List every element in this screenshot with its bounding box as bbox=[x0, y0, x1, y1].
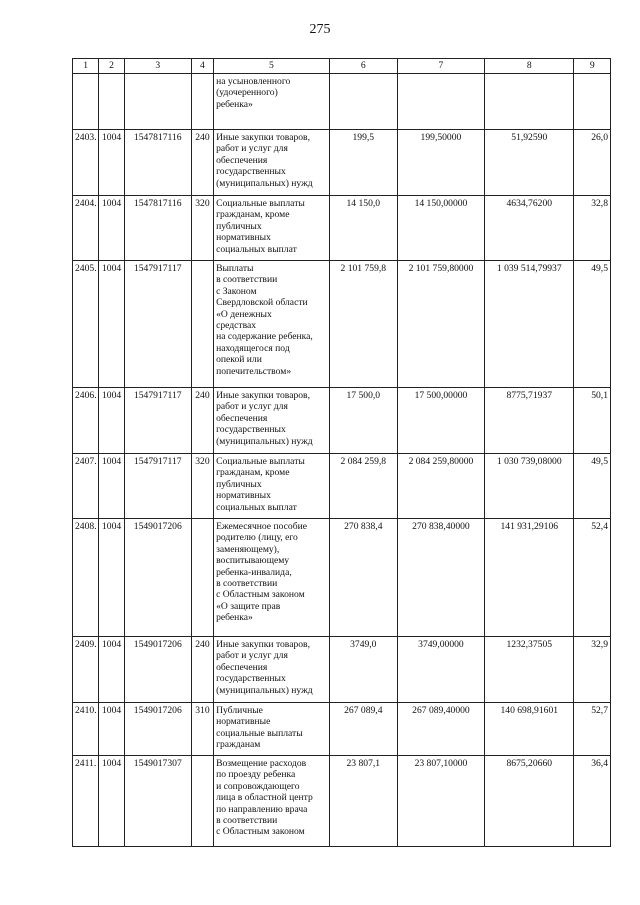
plan-amount: 199,5 bbox=[329, 130, 397, 196]
expense-type-code bbox=[191, 74, 213, 130]
executed-amount: 8775,71937 bbox=[485, 388, 574, 454]
column-header: 6 bbox=[329, 59, 397, 74]
approved-amount bbox=[397, 74, 484, 130]
row-number: 2403. bbox=[73, 130, 99, 196]
execution-percent: 49,5 bbox=[574, 454, 611, 519]
table-row bbox=[73, 454, 611, 519]
expense-name: Публичные нормативные социальные выплаты гражданам bbox=[214, 703, 330, 756]
plan-amount: 270 838,4 bbox=[329, 519, 397, 637]
table-row bbox=[73, 261, 611, 388]
column-header: 7 bbox=[397, 59, 484, 74]
target-article-code: 1547817116 bbox=[124, 196, 191, 261]
section-code: 1004 bbox=[99, 519, 124, 637]
expense-type-code bbox=[191, 756, 213, 847]
approved-amount: 2 101 759,80000 bbox=[397, 261, 484, 388]
execution-percent: 32,9 bbox=[574, 637, 611, 703]
section-code: 1004 bbox=[99, 196, 124, 261]
executed-amount: 51,92590 bbox=[485, 130, 574, 196]
row-number: 2410. bbox=[73, 703, 99, 756]
row-number: 2411. bbox=[73, 756, 99, 847]
plan-amount: 23 807,1 bbox=[329, 756, 397, 847]
expense-type-code bbox=[191, 519, 213, 637]
target-article-code: 1549017206 bbox=[124, 519, 191, 637]
expense-name: Иные закупки товаров, работ и услуг для обеспечения государственных (муниципальных) нужд bbox=[214, 388, 330, 454]
approved-amount: 3749,00000 bbox=[397, 637, 484, 703]
column-header: 8 bbox=[485, 59, 574, 74]
column-header: 2 bbox=[99, 59, 124, 74]
expense-name: Социальные выплаты гражданам, кроме публичных нормативных социальных выплат bbox=[214, 196, 330, 261]
table-row bbox=[73, 756, 611, 847]
table-header-row bbox=[73, 59, 611, 74]
plan-amount: 14 150,0 bbox=[329, 196, 397, 261]
executed-amount: 1 039 514,79937 bbox=[485, 261, 574, 388]
section-code: 1004 bbox=[99, 756, 124, 847]
approved-amount: 199,50000 bbox=[397, 130, 484, 196]
budget-table bbox=[72, 58, 611, 847]
section-code: 1004 bbox=[99, 454, 124, 519]
row-number: 2408. bbox=[73, 519, 99, 637]
executed-amount: 1232,37505 bbox=[485, 637, 574, 703]
table-row bbox=[73, 74, 611, 130]
section-code: 1004 bbox=[99, 637, 124, 703]
column-header: 3 bbox=[124, 59, 191, 74]
table-row bbox=[73, 637, 611, 703]
executed-amount: 8675,20660 bbox=[485, 756, 574, 847]
approved-amount: 270 838,40000 bbox=[397, 519, 484, 637]
approved-amount: 23 807,10000 bbox=[397, 756, 484, 847]
expense-name: Социальные выплаты гражданам, кроме публичных нормативных социальных выплат bbox=[214, 454, 330, 519]
expense-name: Иные закупки товаров, работ и услуг для обеспечения государственных (муниципальных) нужд bbox=[214, 637, 330, 703]
plan-amount: 2 084 259,8 bbox=[329, 454, 397, 519]
expense-name: Возмещение расходов по проезду ребенка и сопровождающего лица в областной центр по направлению врача в соответствии с Областным законом bbox=[214, 756, 330, 847]
expense-type-code: 240 bbox=[191, 130, 213, 196]
plan-amount: 3749,0 bbox=[329, 637, 397, 703]
execution-percent: 52,4 bbox=[574, 519, 611, 637]
expense-type-code: 310 bbox=[191, 703, 213, 756]
page-number: 275 bbox=[309, 22, 331, 37]
approved-amount: 17 500,00000 bbox=[397, 388, 484, 454]
column-header: 9 bbox=[574, 59, 611, 74]
table-row bbox=[73, 196, 611, 261]
expense-type-code: 320 bbox=[191, 196, 213, 261]
execution-percent: 26,0 bbox=[574, 130, 611, 196]
expense-type-code: 240 bbox=[191, 388, 213, 454]
expense-name: Иные закупки товаров, работ и услуг для обеспечения государственных (муниципальных) нужд bbox=[214, 130, 330, 196]
target-article-code: 1549017206 bbox=[124, 637, 191, 703]
target-article-code: 1547917117 bbox=[124, 388, 191, 454]
approved-amount: 2 084 259,80000 bbox=[397, 454, 484, 519]
target-article-code: 1547817116 bbox=[124, 130, 191, 196]
execution-percent bbox=[574, 74, 611, 130]
column-header: 1 bbox=[73, 59, 99, 74]
column-header: 4 bbox=[191, 59, 213, 74]
plan-amount bbox=[329, 74, 397, 130]
executed-amount: 1 030 739,08000 bbox=[485, 454, 574, 519]
expense-type-code: 240 bbox=[191, 637, 213, 703]
section-code: 1004 bbox=[99, 703, 124, 756]
execution-percent: 36,4 bbox=[574, 756, 611, 847]
row-number bbox=[73, 74, 99, 130]
section-code: 1004 bbox=[99, 261, 124, 388]
executed-amount: 141 931,29106 bbox=[485, 519, 574, 637]
execution-percent: 50,1 bbox=[574, 388, 611, 454]
expense-type-code: 320 bbox=[191, 454, 213, 519]
section-code bbox=[99, 74, 124, 130]
expense-name: Ежемесячное пособие родителю (лицу, его заменяющему), воспитывающему ребенка-инвалида, в соответствии с Областным законом «О защите прав ребенка» bbox=[214, 519, 330, 637]
section-code: 1004 bbox=[99, 130, 124, 196]
execution-percent: 32,8 bbox=[574, 196, 611, 261]
row-number: 2409. bbox=[73, 637, 99, 703]
target-article-code: 1549017206 bbox=[124, 703, 191, 756]
target-article-code: 1549017307 bbox=[124, 756, 191, 847]
expense-type-code bbox=[191, 261, 213, 388]
table-row bbox=[73, 388, 611, 454]
execution-percent: 52,7 bbox=[574, 703, 611, 756]
target-article-code: 1547917117 bbox=[124, 454, 191, 519]
column-header: 5 bbox=[214, 59, 330, 74]
row-number: 2404. bbox=[73, 196, 99, 261]
table-row bbox=[73, 519, 611, 637]
execution-percent: 49,5 bbox=[574, 261, 611, 388]
row-number: 2405. bbox=[73, 261, 99, 388]
row-number: 2406. bbox=[73, 388, 99, 454]
executed-amount bbox=[485, 74, 574, 130]
table-body bbox=[73, 74, 611, 847]
target-article-code: 1547917117 bbox=[124, 261, 191, 388]
expense-name: на усыновленного (удочеренного) ребенка» bbox=[214, 74, 330, 130]
executed-amount: 4634,76200 bbox=[485, 196, 574, 261]
plan-amount: 267 089,4 bbox=[329, 703, 397, 756]
row-number: 2407. bbox=[73, 454, 99, 519]
table-row bbox=[73, 130, 611, 196]
approved-amount: 267 089,40000 bbox=[397, 703, 484, 756]
approved-amount: 14 150,00000 bbox=[397, 196, 484, 261]
plan-amount: 17 500,0 bbox=[329, 388, 397, 454]
plan-amount: 2 101 759,8 bbox=[329, 261, 397, 388]
table-row bbox=[73, 703, 611, 756]
expense-name: Выплаты в соответствии с Законом Свердловской области «О денежных средствах на содержание ребенка, находящегося под опекой или попечительством» bbox=[214, 261, 330, 388]
executed-amount: 140 698,91601 bbox=[485, 703, 574, 756]
section-code: 1004 bbox=[99, 388, 124, 454]
target-article-code bbox=[124, 74, 191, 130]
